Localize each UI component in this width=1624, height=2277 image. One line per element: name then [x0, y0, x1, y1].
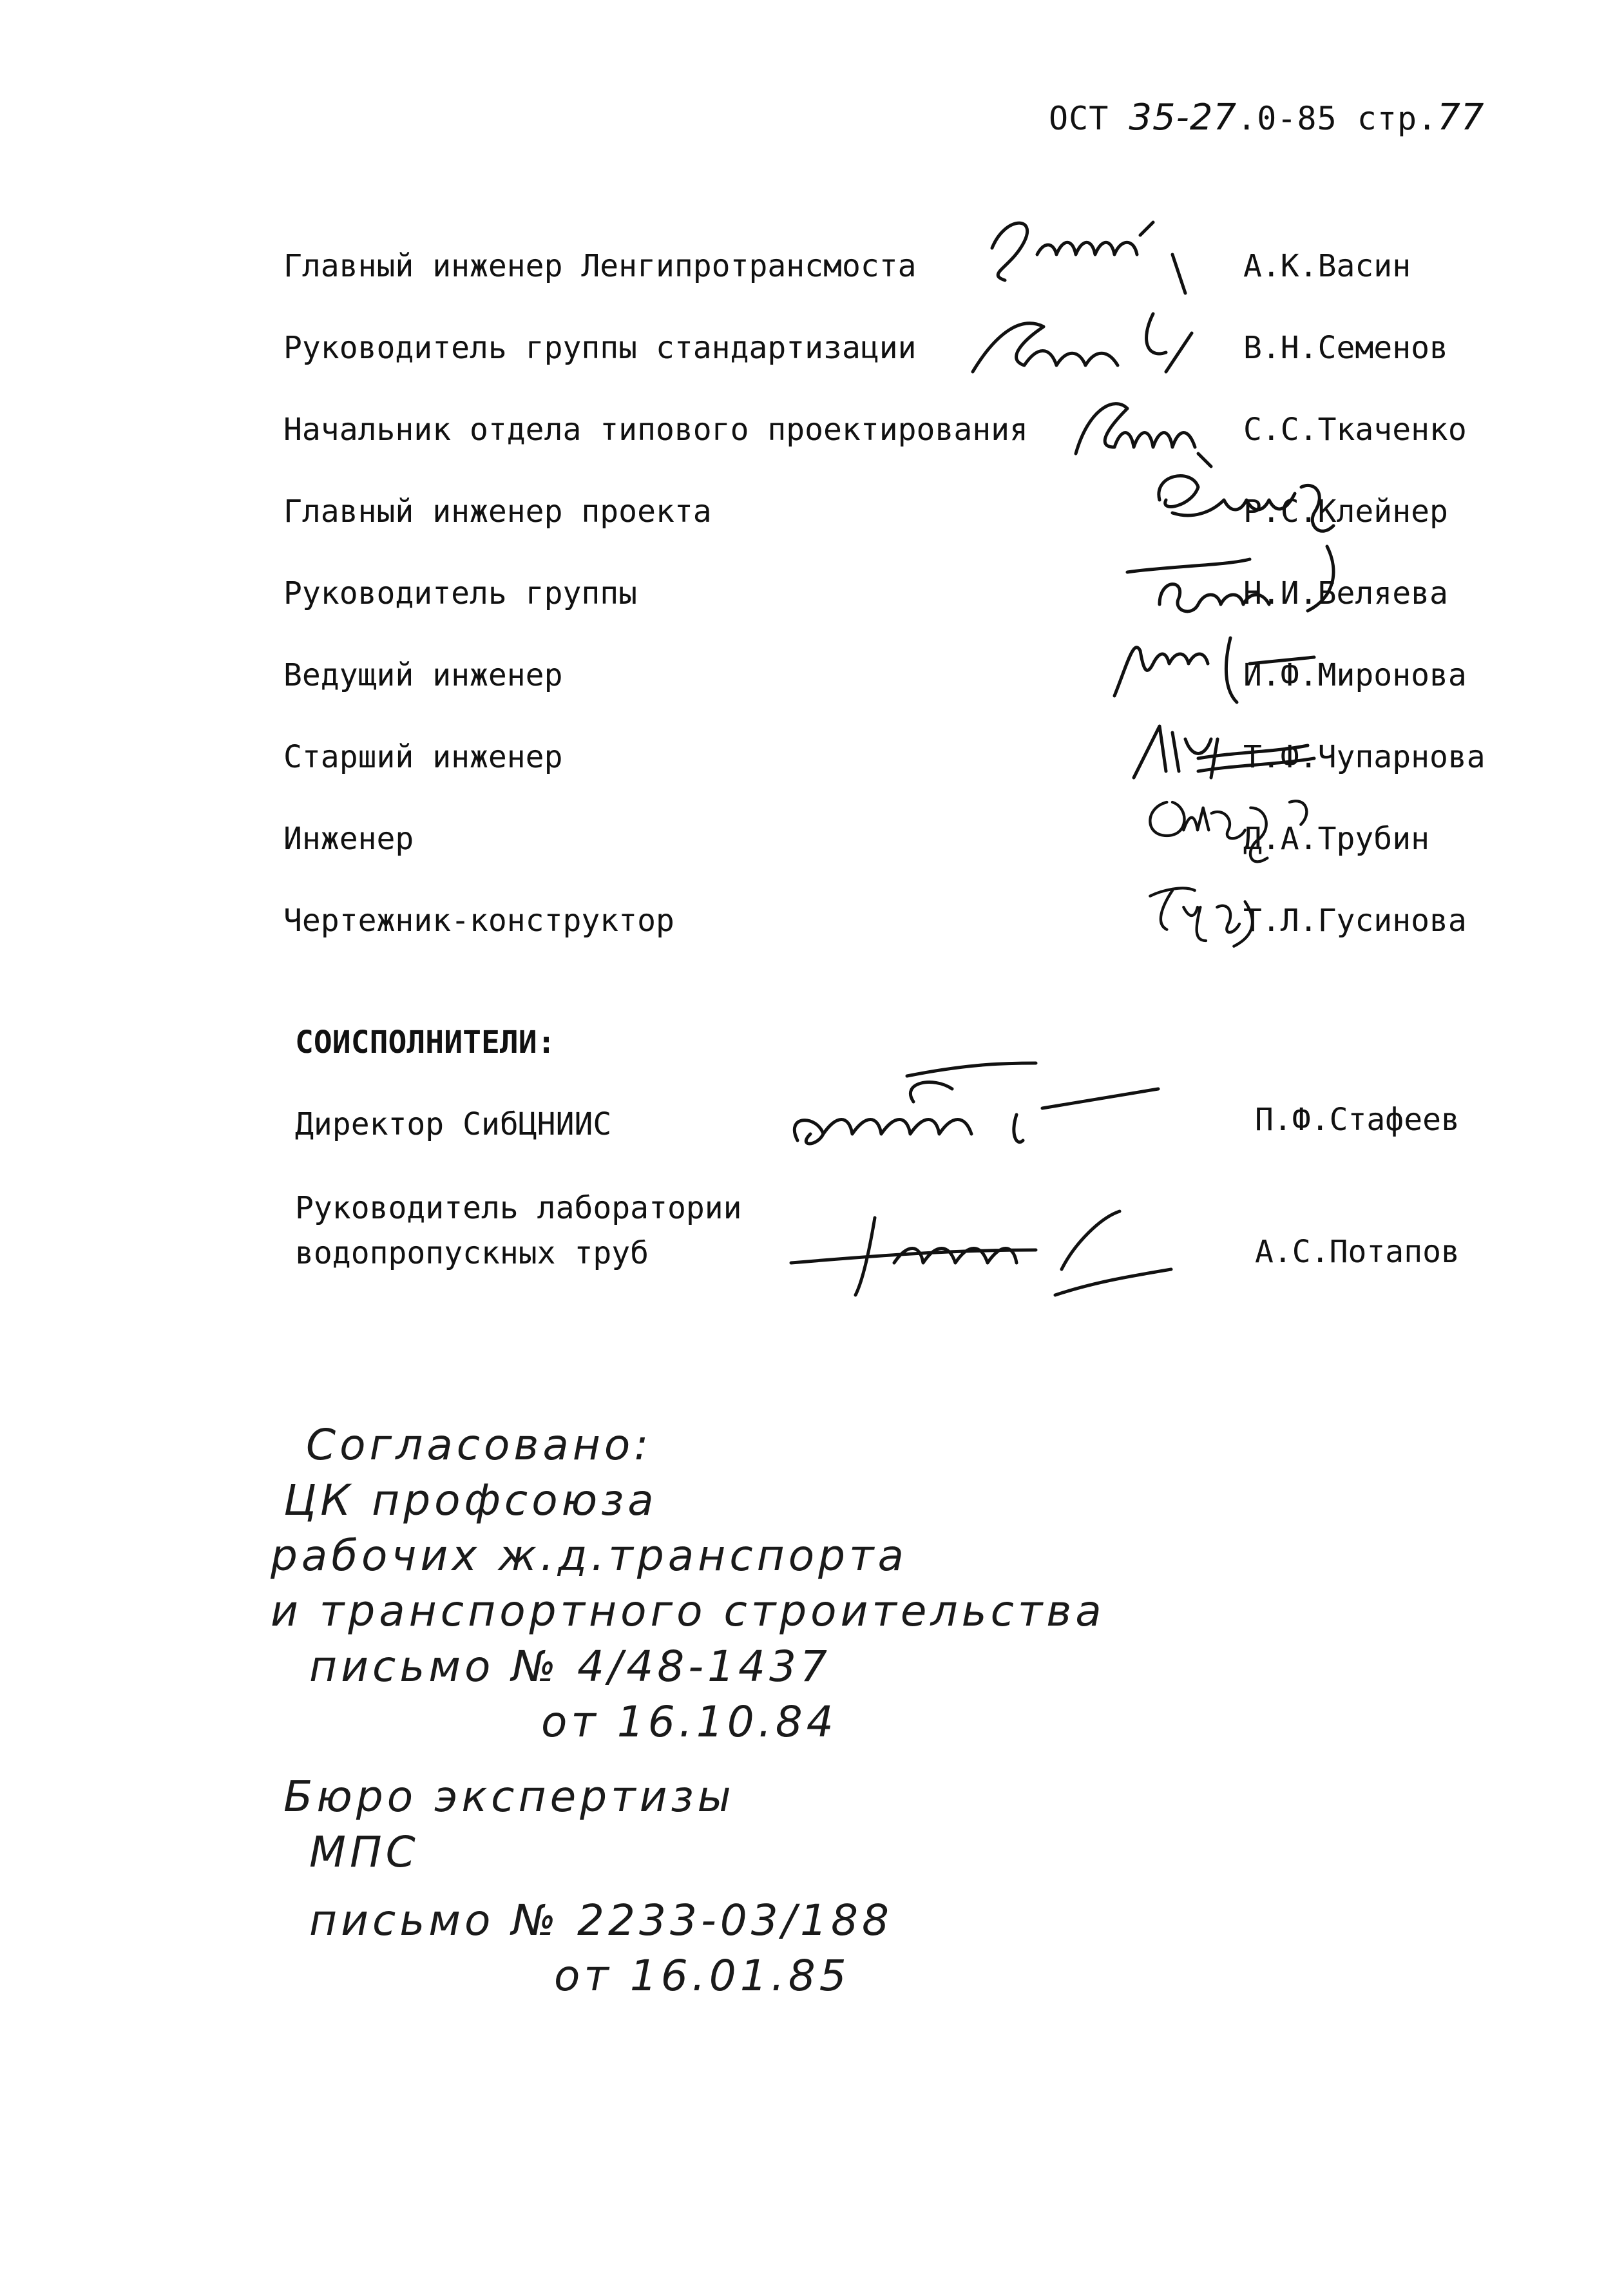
approval-line: письмо № 4/48-1437	[309, 1642, 831, 1691]
signatory-role: Руководитель группы	[283, 575, 638, 611]
signatory-row	[283, 330, 1520, 412]
handwritten-signature	[772, 1205, 1184, 1314]
handwritten-signature	[966, 301, 1237, 385]
signatory-name: В.Н.Семенов	[1243, 330, 1448, 366]
approval-line: Согласовано:	[306, 1420, 653, 1470]
approval-line: ЦК профсоюза	[283, 1475, 658, 1525]
signatory-role: Чертежник-конструктор	[283, 903, 674, 939]
header-page-number: 77	[1437, 97, 1485, 139]
signatory-name: Д.А.Трубин	[1243, 821, 1429, 857]
handwritten-signature	[772, 1057, 1184, 1166]
signatory-name: Р.С.Клейнер	[1243, 494, 1448, 530]
coexecutor-role: Руководитель лаборатории водопропускных труб	[295, 1190, 742, 1271]
handwritten-signature	[979, 209, 1250, 293]
signatory-name: Т.Л.Гусинова	[1243, 903, 1467, 939]
signatory-role: Начальник отдела типового проектирования	[283, 412, 1028, 448]
approval-line: от 16.01.85	[554, 1951, 850, 2001]
approval-line: Бюро экспертизы	[283, 1772, 735, 1821]
signatory-name: Т.Ф.Чупарнова	[1243, 739, 1485, 775]
header-standard-number: 35-27	[1129, 97, 1237, 139]
approval-line: письмо № 2233-03/188	[309, 1896, 893, 1945]
signatory-row	[283, 248, 1520, 330]
document-header	[1049, 97, 1484, 139]
header-suffix: .0-85 стр.	[1237, 100, 1438, 137]
approval-line: МПС	[309, 1827, 419, 1877]
signatory-role: Главный инженер Ленгипротрансмоста	[283, 248, 917, 284]
approval-notes	[271, 1417, 1430, 2004]
signatory-name: Н.И.Беляева	[1243, 575, 1448, 611]
signatory-name: А.К.Васин	[1243, 248, 1411, 284]
header-prefix: ОСТ	[1049, 100, 1129, 137]
signatory-role: Ведущий инженер	[283, 657, 563, 693]
signatory-role: Старший инженер	[283, 739, 563, 775]
coexecutor-role: Директор СибЦНИИС	[295, 1106, 612, 1142]
coexecutor-name: П.Ф.Стафеев	[1255, 1102, 1460, 1138]
signatories-list	[283, 248, 1520, 985]
signatory-role: Главный инженер проекта	[283, 494, 712, 530]
approval-line: и транспортного строительства	[271, 1586, 1105, 1636]
signatory-name: И.Ф.Миронова	[1243, 657, 1467, 693]
approval-line: от 16.10.84	[541, 1697, 837, 1747]
approval-line: рабочих ж.д.транспорта	[271, 1531, 908, 1580]
signatory-name: С.С.Ткаченко	[1243, 412, 1467, 448]
signatory-role: Руководитель группы стандартизации	[283, 330, 917, 366]
handwritten-signature	[1069, 383, 1243, 466]
signatory-role: Инженер	[283, 821, 414, 857]
coexecutors-title: СОИСПОЛНИТЕЛИ:	[295, 1024, 556, 1061]
coexecutor-name: А.С.Потапов	[1255, 1234, 1460, 1270]
signatory-row	[283, 903, 1520, 985]
